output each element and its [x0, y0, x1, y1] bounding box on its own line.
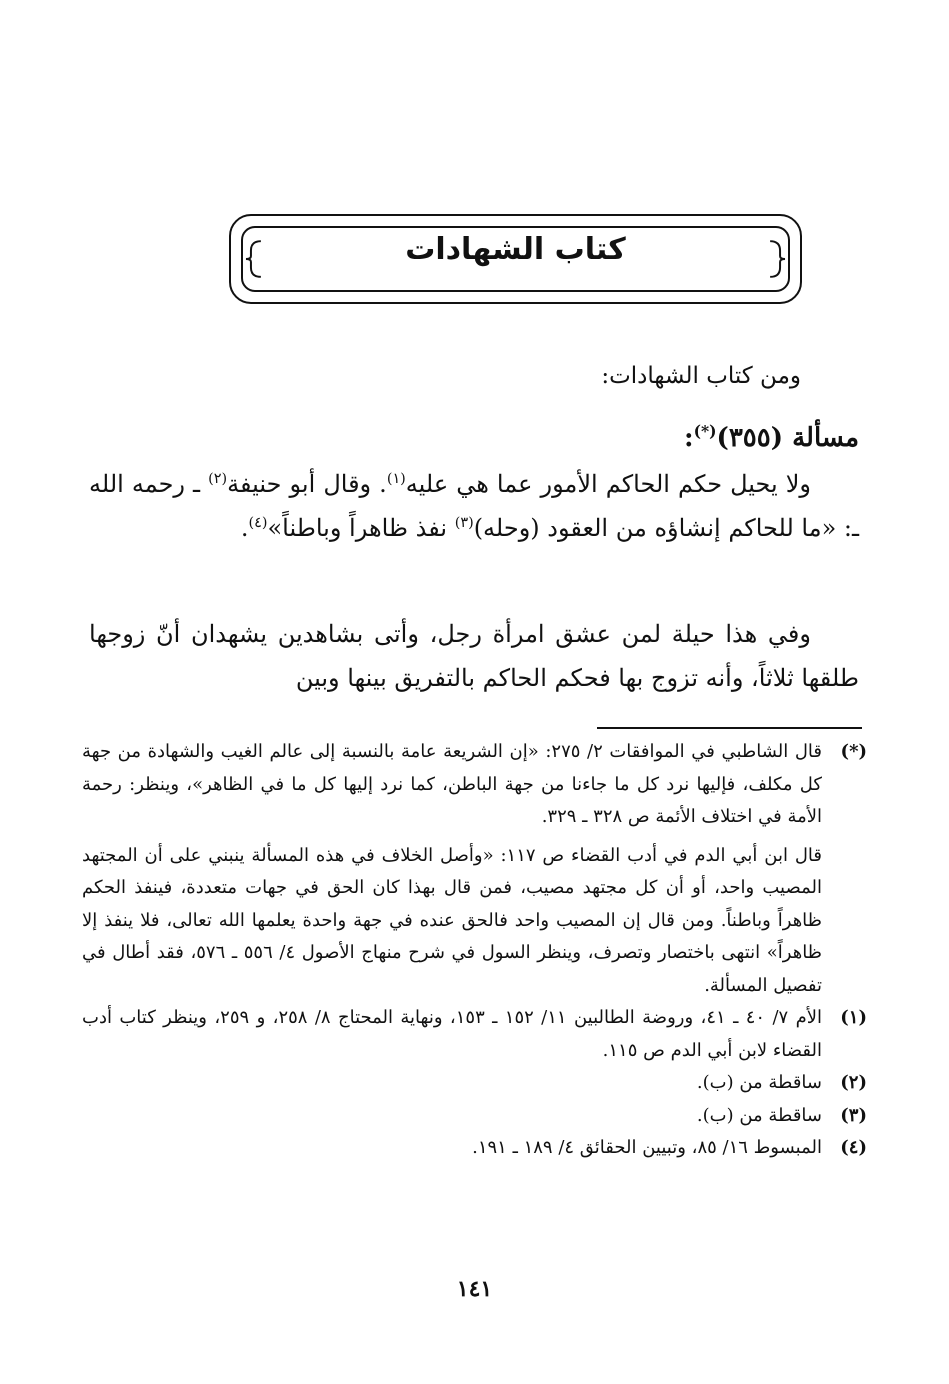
footnote-text: المبسوط ١٦/ ٨٥، وتبيين الحقائق ٤/ ١٨٩ ـ ١٩١. — [472, 1137, 822, 1158]
paragraph-1-text-b: . وقال أبو حنيفة — [227, 470, 387, 498]
footnote-separator — [597, 727, 862, 729]
footnote-text: ساقطة من (ب). — [696, 1104, 822, 1126]
paragraph-2 — [89, 613, 859, 700]
issue-label: مسألة (٣٥٥) — [716, 423, 859, 453]
footnote-mark: (٢) — [840, 1072, 867, 1093]
footnote-text: الأم ٧/ ٤٠ ـ ٤١، وروضة الطالبين ١١/ ١٥٢ ـ ١٥٣، ونهاية المحتاج ٨/ ٢٥٨، و ٢٥٩، وينظر كتاب أدب القضاء لابن أبي الدم ص ١١٥. — [82, 1007, 822, 1061]
footnote-ref-1: (١) — [386, 471, 406, 487]
footnote-text: قال الشاطبي في الموافقات ٢/ ٢٧٥: «إن الشريعة عامة بالنسبة إلى عالم الغيب والشهادة من جهة كل مكلف، فإليها نرد كل ما جاءنا من جهة الباطن، كما نرد إليها كل ما في الظاهر»، وينظر: رحمة الأمة في اختلاف الأئمة ص ٣٢٨ ـ ٣٢٩. — [82, 741, 822, 827]
footnote-ref-2: (٢) — [208, 471, 228, 487]
issue-heading — [684, 416, 859, 460]
chapter-title: كتاب الشهادات — [405, 232, 626, 267]
footnote-star-continuation: قال ابن أبي الدم في أدب القضاء ص ١١٧: «وأصل الخلاف في هذه المسألة ينبني على أن المجتهد المصيب واحد، أو أن كل مجتهد مصيب، فمن قال بهذا كان الحق في جهات متعددة، فينفذ الحكم ظاهراً وباطناً. ومن قال إن المصيب واحد فالحق عنده في جهة واحدة يعلمها الله تعالى، فلا ينفذ إلا ظاهراً» انتهى باختصار وتصرف، وينظر السول في شرح منهاج الأصول ٤/ ٥٥٦ ـ ٥٧٦، فقد أطال في تفصيل المسألة. — [82, 844, 822, 996]
issue-mark: (*) — [693, 421, 717, 441]
paragraph-2-text: وفي هذا حيلة لمن عشق امرأة رجل، وأتى بشاهدين يشهدان أنّ زوجها طلقها ثلاثاً، وأنه تزوج بها فحكم الحاكم بالتفريق بينها وبين — [89, 620, 859, 692]
footnote-text: ساقطة من (ب). — [696, 1072, 822, 1093]
footnote-ref-4: (٤) — [248, 514, 268, 531]
footnote-ref-3: (٣) — [454, 514, 474, 531]
footnotes — [82, 736, 867, 1165]
footnote-mark: (٤) — [840, 1137, 867, 1158]
footnote-mark: (٣) — [840, 1104, 867, 1126]
paragraph-1-text-a: ولا يحيل حكم الحاكم الأمور عما هي عليه — [405, 470, 811, 498]
footnote-mark: (١) — [840, 1007, 867, 1028]
page-number: ١٤١ — [456, 1276, 493, 1302]
chapter-title-frame — [229, 214, 802, 304]
footnote-2 — [82, 1067, 867, 1100]
footnote-mark: (*) — [840, 741, 867, 762]
issue-colon: : — [683, 423, 694, 453]
paragraph-1 — [89, 463, 859, 550]
footnote-1 — [82, 1002, 867, 1067]
intro-line: ومن كتاب الشهادات: — [601, 363, 801, 389]
footnote-4 — [82, 1132, 867, 1165]
paragraph-1-text-d: نفذ ظاهراً وباطناً» — [267, 513, 455, 542]
footnote-star — [82, 736, 867, 834]
paragraph-1-text-e: . — [240, 513, 249, 542]
paragraph-1-text-c: ـ رحمه الله ـ: «ما للحاكم إنشاؤه من العقود (وحله) — [89, 470, 859, 542]
footnote-3 — [82, 1100, 867, 1133]
